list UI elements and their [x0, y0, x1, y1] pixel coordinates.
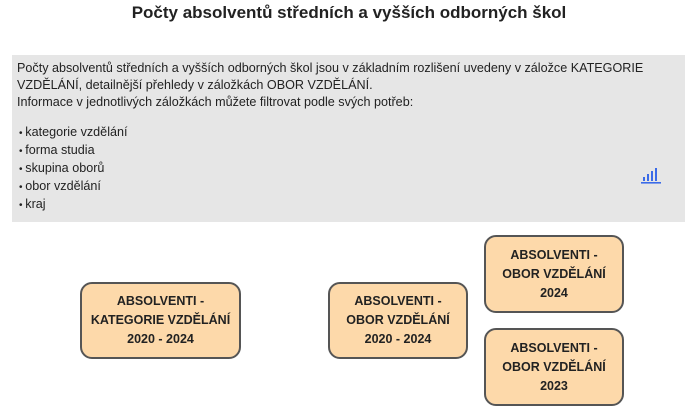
tile-line: 2020 - 2024: [364, 332, 432, 346]
tile-obor-vzdelani-2023[interactable]: [484, 328, 624, 406]
tile-line: ABSOLVENTI -: [116, 294, 205, 308]
list-item: • kraj: [19, 196, 128, 214]
bar-chart-icon[interactable]: [640, 168, 662, 184]
tile-line: KATEGORIE VZDĚLÁNÍ: [90, 313, 231, 327]
tile-obor-vzdelani-2024[interactable]: [484, 235, 624, 313]
info-paragraph-1: Počty absolventů středních a vyšších odborných škol jsou v základním rozlišení uvedeny v záložce KATEGORIE VZDĚLÁNÍ, detailnější přehledy v záložkách OBOR VZDĚLÁNÍ.: [17, 61, 644, 92]
info-paragraph-2: Informace v jednotlivých záložkách můžete filtrovat podle svých potřeb:: [17, 95, 414, 109]
list-item: • skupina oborů: [19, 160, 128, 178]
list-item: • forma studia: [19, 142, 128, 160]
tile-line: ABSOLVENTI -: [510, 340, 598, 355]
tile-line: 2023: [540, 378, 568, 393]
tile-line: OBOR VZDĚLÁNÍ: [502, 359, 606, 374]
tile-line: 2020 - 2024: [127, 332, 194, 346]
tile-line: 2024: [540, 285, 568, 300]
tile-kategorie-vzdelani-2020-2024[interactable]: [80, 282, 241, 359]
page-title: Počty absolventů středních a vyšších odborných škol: [131, 3, 567, 22]
list-item: • obor vzdělání: [19, 178, 128, 196]
filter-list: [19, 124, 128, 214]
tile-line: OBOR VZDĚLÁNÍ: [502, 266, 606, 281]
tile-line: OBOR VZDĚLÁNÍ: [346, 313, 450, 327]
info-panel: [12, 55, 685, 222]
tile-line: ABSOLVENTI -: [510, 247, 598, 262]
tile-obor-vzdelani-2020-2024[interactable]: [328, 282, 468, 359]
tile-line: ABSOLVENTI -: [354, 294, 442, 308]
list-item: • kategorie vzdělání: [19, 124, 128, 142]
